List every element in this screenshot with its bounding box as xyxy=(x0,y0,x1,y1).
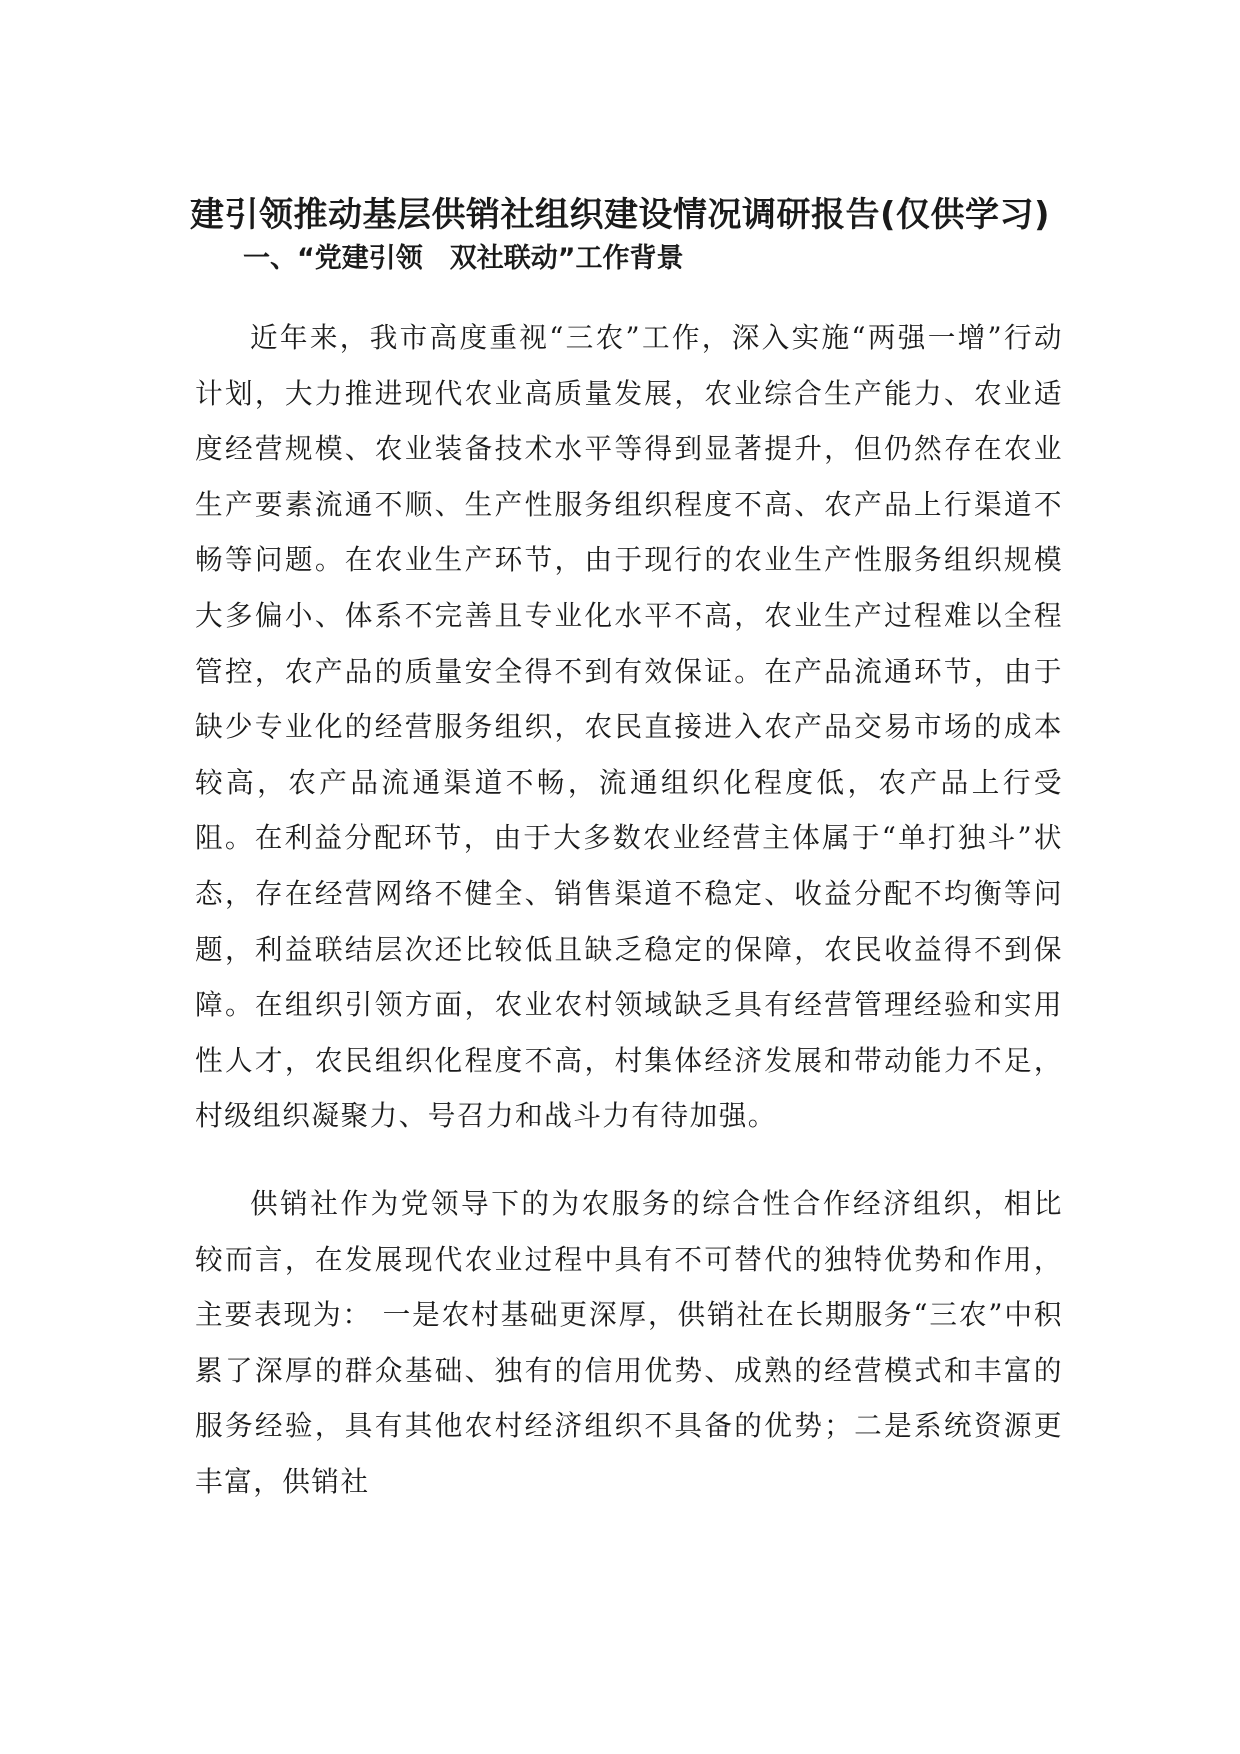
document-title: 建引领推动基层供销社组织建设情况调研报告(仅供学习) xyxy=(190,195,1051,235)
body-paragraph: 供销社作为党领导下的为农服务的综合性合作经济组织，相比较而言，在发展现代农业过程中具有不可替代的独特优势和作用，主要表现为： 一是农村基础更深厚，供销社在长期服务“三农”中积累了深厚的群众基础、独有的信用优势、成熟的经营模式和丰富的服务经验，具有其他农村经济组织不具备的优势；二是系统资源更丰富，供销社 xyxy=(195,1187,1063,1498)
body-paragraph: 近年来，我市高度重视“三农”工作，深入实施“两强一增”行动计划，大力推进现代农业高质量发展，农业综合生产能力、农业适度经营规模、农业装备技术水平等得到显著提升，但仍然存在农业生产要素流通不顺、生产性服务组织程度不高、农产品上行渠道不畅等问题。在农业生产环节，由于现行的农业生产性服务组织规模大多偏小、体系不完善且专业化水平不高，农业生产过程难以全程管控，农产品的质量安全得不到有效保证。在产品流通环节，由于缺少专业化的经营服务组织，农民直接进入农产品交易市场的成本较高，农产品流通渠道不畅，流通组织化程度低，农产品上行受阻。在利益分配环节，由于大多数农业经营主体属于“单打独斗”状态，存在经营网络不健全、销售渠道不稳定、收益分配不均衡等问题，利益联结层次还比较低且缺乏稳定的保障，农民收益得不到保障。在组织引领方面，农业农村领域缺乏具有经营管理经验和实用性人才，农民组织化程度不高，村集体经济发展和带动能力不足，村级组织凝聚力、号召力和战斗力有待加强。 xyxy=(195,321,1063,1133)
section-heading: 一、“党建引领 双社联动”工作背景 xyxy=(243,243,684,274)
